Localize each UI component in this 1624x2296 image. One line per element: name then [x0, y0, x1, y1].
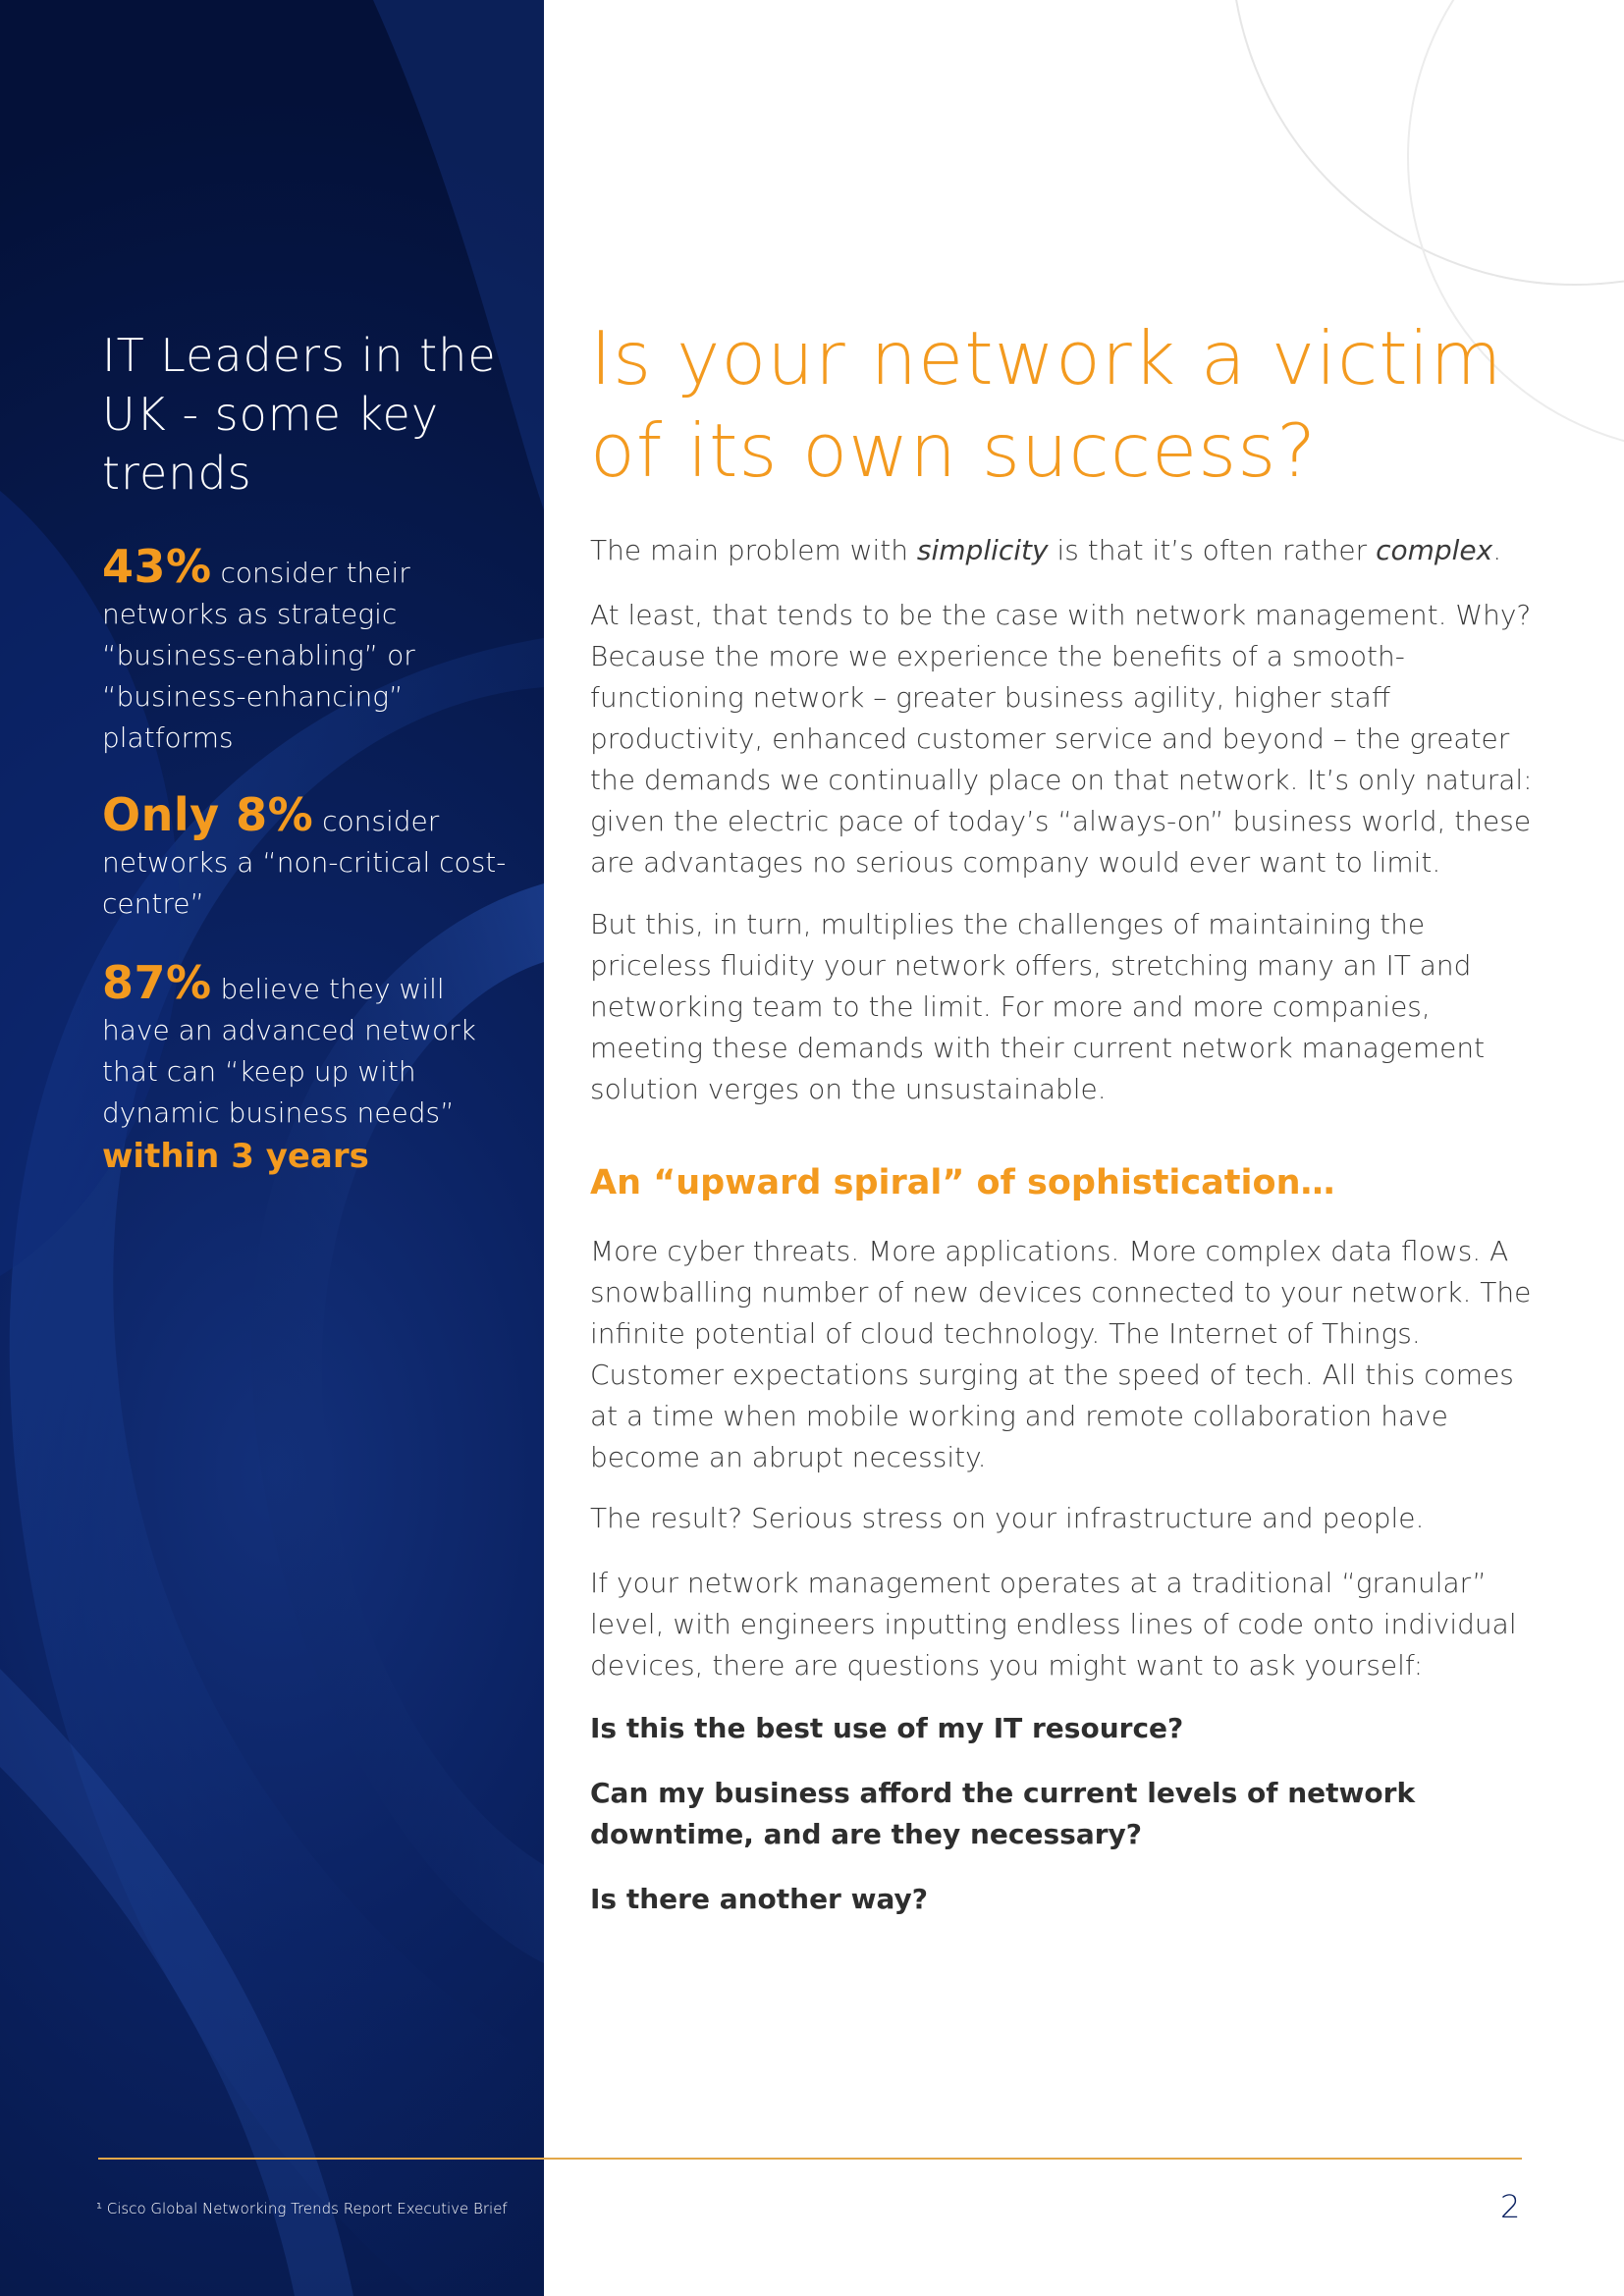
question: Can my business afford the current levels of network downtime, and are they necessary?: [590, 1777, 1416, 1850]
question: Is this the best use of my IT resource?: [590, 1712, 1184, 1744]
body-paragraph: If your network management operates at a traditional “granular” level, with engineers inputting endless lines of code onto individual devices, there are questions you might want to ask yourself:: [590, 1567, 1517, 1682]
body-paragraph: At least, that tends to be the case with network management. Why? Because the more we experience the benefits of a smooth-functioning network – greater business agility, higher staff productivity, enhanced customer service and beyond – the greater the demands we continually place on that network. It’s only natural: given the electric pace of today’s “always-on” business world, these are advantages no serious company would ever want to limit.: [590, 599, 1533, 879]
stat-43-percent: [102, 540, 514, 759]
intro-emphasis: complex: [1376, 534, 1493, 566]
decorative-circles-graphic: [544, 0, 1624, 589]
body-paragraph: But this, in turn, multiplies the challenges of maintaining the priceless fluidity your network offers, stretching many an IT and networking team to the limit. For more and more companies, meeting these demands with their current network management solution verges on the unsustainable.: [590, 908, 1486, 1105]
stat-text: consider networks a “non-critical cost-centre”: [102, 805, 507, 920]
body-paragraph: The result? Serious stress on your infrastructure and people.: [590, 1502, 1425, 1534]
intro-text: The main problem with: [590, 534, 917, 566]
stat-text: believe they will have an advanced network that can “keep up with dynamic business needs”: [102, 973, 476, 1129]
page-title: Is your network a victim of its own success?: [590, 315, 1503, 494]
footnote: ¹ Cisco Global Networking Trends Report Executive Brief: [96, 2200, 508, 2217]
stat-only-8-percent: [102, 788, 514, 925]
stat-figure: Only 8%: [102, 788, 314, 841]
stat-accent: within 3 years: [102, 1137, 369, 1176]
intro-emphasis: simplicity: [916, 534, 1049, 566]
sidebar-panel: [0, 0, 544, 2296]
stat-87-percent: [102, 956, 514, 1179]
stat-figure: 43%: [102, 540, 212, 593]
intro-text: is that it’s often rather: [1048, 534, 1377, 566]
sidebar-title: IT Leaders in the UK - some key trends: [102, 329, 497, 500]
question: Is there another way?: [590, 1883, 929, 1915]
stat-figure: 87%: [102, 956, 212, 1009]
stat-text: consider their networks as strategic “business-enabling” or “business-enhancing” platforms: [102, 557, 415, 754]
page-number: 2: [1500, 2188, 1521, 2225]
body-paragraph: More cyber threats. More applications. More complex data flows. A snowballing number of new devices connected to your network. The infinite potential of cloud technology. The Internet of Things. Customer expectations surging at the speed of tech. All this comes at a time when mobile working and remote collaboration have become an abrupt necessity.: [590, 1235, 1532, 1473]
footer-divider: [98, 2158, 1522, 2160]
intro-paragraph: [590, 530, 1533, 571]
intro-text: .: [1492, 534, 1502, 566]
section-subheading: An “upward spiral” of sophistication…: [590, 1163, 1335, 1202]
